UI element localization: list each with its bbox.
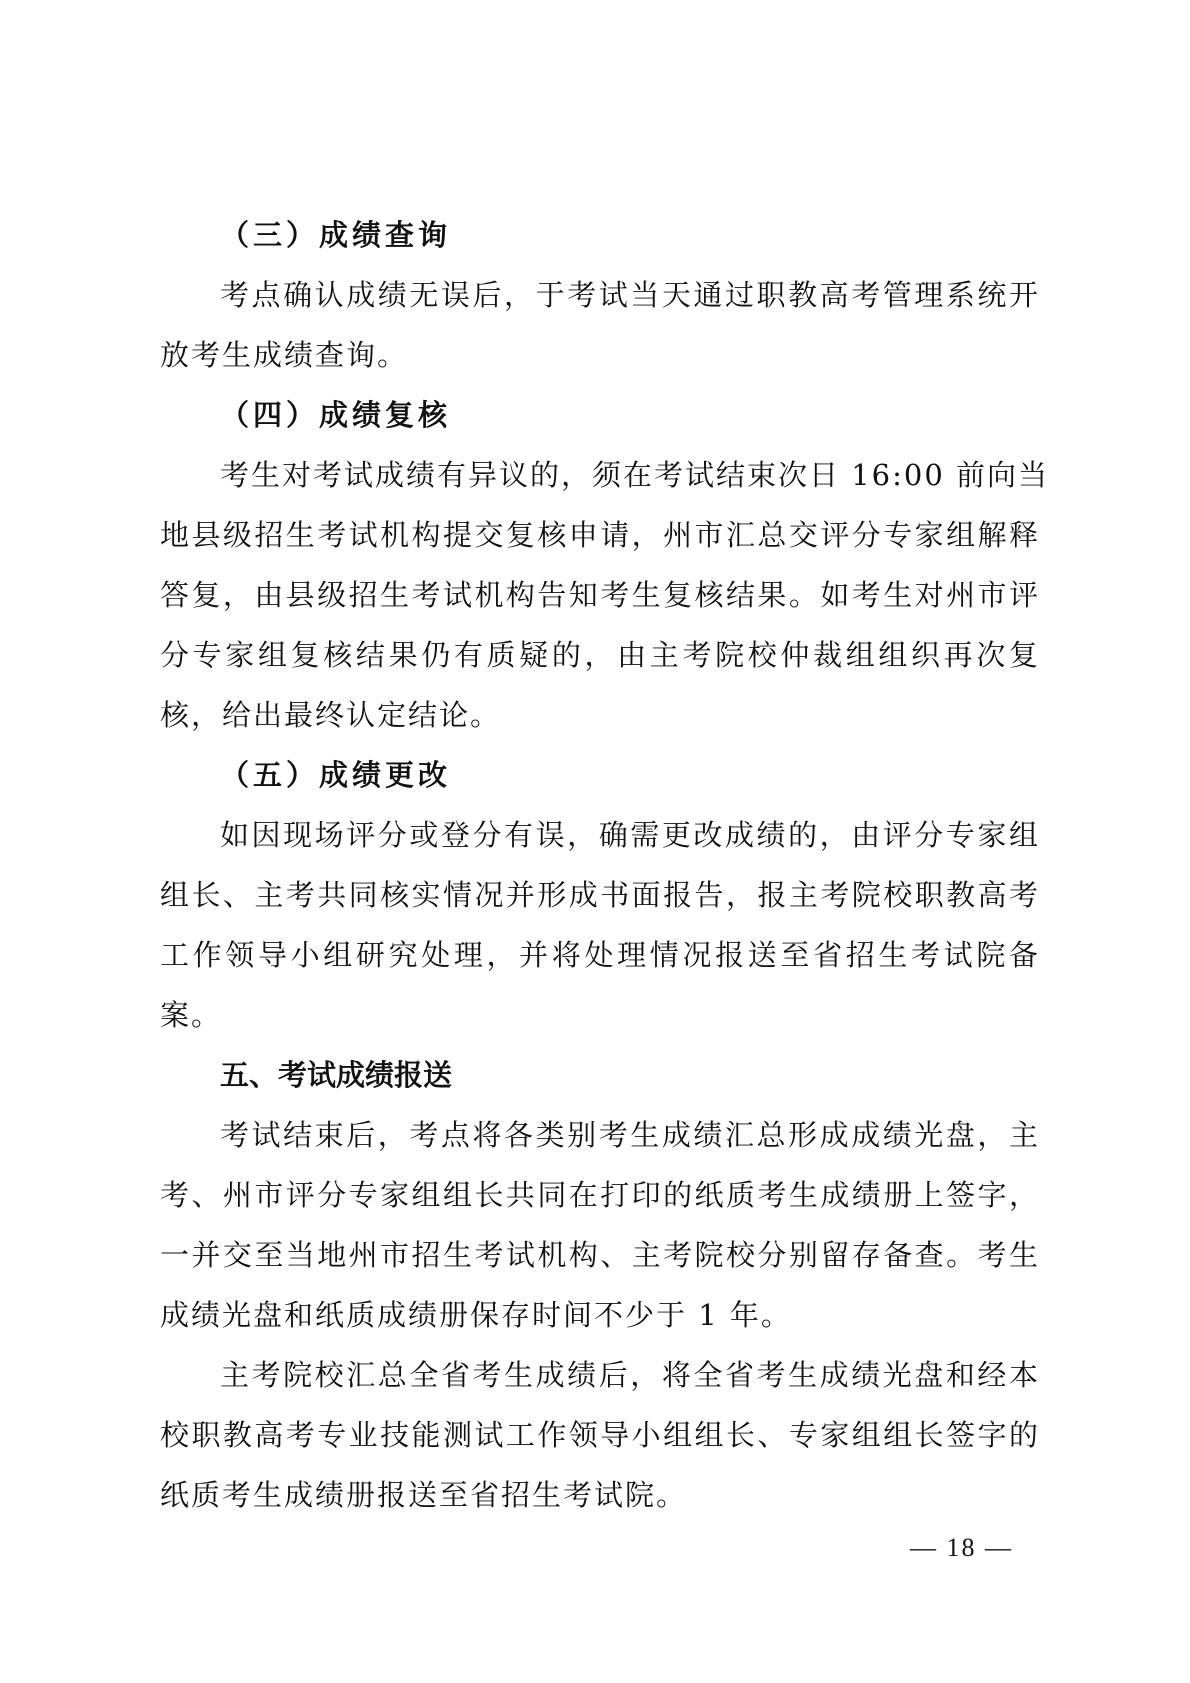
paragraph-line: 主考院校汇总全省考生成绩后，将全省考生成绩光盘和经本 (220, 1358, 1040, 1392)
section-heading-score-review: （四）成绩复核 (220, 398, 452, 432)
paragraph-line: 纸质考生成绩册报送至省招生考试院。 (160, 1478, 688, 1512)
paragraph-line: 考生对考试成绩有异议的，须在考试结束次日 16:00 前向当 (220, 458, 1050, 492)
section-heading-score-change: （五）成绩更改 (220, 758, 452, 792)
paragraph-line: 地县级招生考试机构提交复核申请，州市汇总交评分专家组解释 (160, 518, 1040, 552)
paragraph-line: 分专家组复核结果仍有质疑的，由主考院校仲裁组组织再次复 (160, 638, 1040, 672)
document-page (160, 205, 1050, 1525)
paragraph-line: 案。 (160, 998, 223, 1032)
paragraph-line: 考、州市评分专家组组长共同在打印的纸质考生成绩册上签字， (160, 1178, 1040, 1212)
paragraph-line: 工作领导小组研究处理，并将处理情况报送至省招生考试院备 (160, 938, 1040, 972)
page-number: — 18 — (910, 1533, 1013, 1562)
section-heading-score-query: （三）成绩查询 (220, 218, 452, 252)
paragraph-line: 组长、主考共同核实情况并形成书面报告，报主考院校职教高考 (160, 878, 1040, 912)
paragraph-line: 成绩光盘和纸质成绩册保存时间不少于 1 年。 (160, 1298, 792, 1332)
paragraph-line: 一并交至当地州市招生考试机构、主考院校分别留存备查。考生 (160, 1238, 1040, 1272)
paragraph-line: 考试结束后，考点将各类别考生成绩汇总形成成绩光盘，主 (220, 1118, 1040, 1152)
paragraph-line: 如因现场评分或登分有误，确需更改成绩的，由评分专家组 (220, 818, 1040, 852)
paragraph-line: 答复，由县级招生考试机构告知考生复核结果。如考生对州市评 (160, 578, 1040, 612)
paragraph-line: 校职教高考专业技能测试工作领导小组组长、专家组组长签字的 (160, 1418, 1040, 1452)
main-heading-score-submission: 五、考试成绩报送 (220, 1058, 453, 1092)
paragraph-line: 放考生成绩查询。 (160, 338, 409, 372)
paragraph-line: 核，给出最终认定结论。 (160, 698, 502, 732)
paragraph-line: 考点确认成绩无误后，于考试当天通过职教高考管理系统开 (220, 278, 1040, 312)
